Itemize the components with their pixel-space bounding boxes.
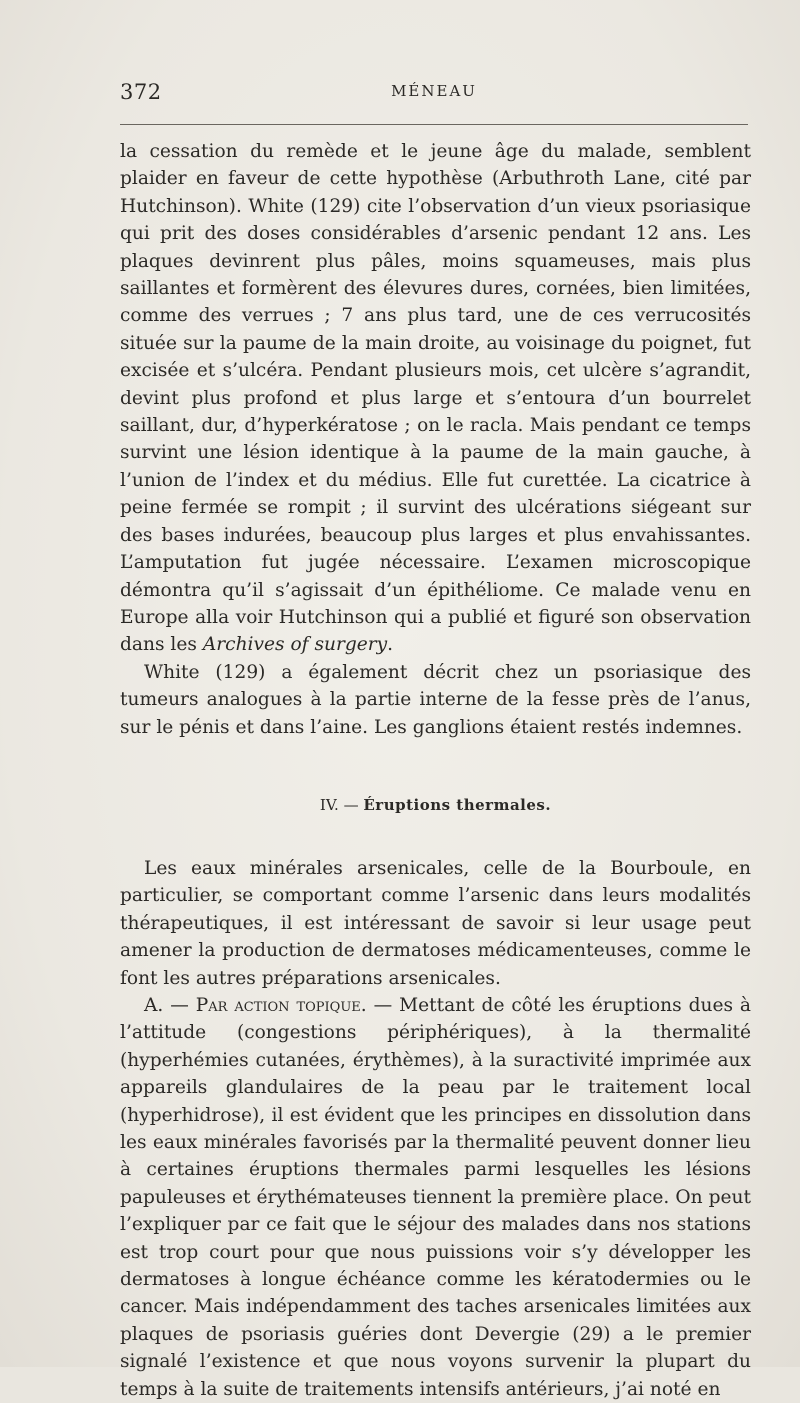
paragraph-white-tumors xyxy=(120,659,751,741)
section-number: IV. — xyxy=(319,795,359,814)
paragraph-text: — Mettant de côté les éruptions dues à l’attitude (congestions périphériques), à la thermalité (hyperhémies cutanées, érythèmes), à la suractivité imprimée aux appareils glandulaires de la peau par le traitement local (hyperhidrose), il est évident que les principes en dissolution dans les eaux minérales favorisés par la thermalité peuvent donner lieu à certaines éruptions thermales parmi lesquelles les lésions papuleuses et érythémateuses tiennent la première place. On peut l’expliquer par ce fait que le séjour des malades dans nos stations est trop court pour que nous puissions voir s’y développer les dermatoses à longue échéance comme les kératodermies ou le cancer. Mais indépendamment des taches arsenicales limitées aux plaques de psoriasis guéries dont Devergie (29) a le premier signalé l’existence et que nous voyons survenir la plupart du temps à la suite de traitements intensifs antérieurs, j’ai noté en xyxy=(120,994,751,1400)
paragraph-topical-action xyxy=(120,992,751,1403)
journal-title: Archives of surgery xyxy=(202,634,388,656)
paragraph-text: la cessation du remède et le jeune âge du malade, semblent plaider en faveur de cette hypothèse (Arbuthroth Lane, cité par Hutchinson). White (129) cite l’observation d’un vieux psoriasique qui prit des doses considérables d’arsenic pendant 12 ans. Les plaques devinrent plus pâles, moins squameuses, mais plus saillantes et formèrent des élevures dures, cornées, bien limitées, comme des verrues ; 7 ans plus tard, une de ces verrucosités située sur la paume de la main droite, au voisinage du poignet, fut excisée et s’ulcéra. Pendant plusieurs mois, cet ulcère s’agrandit, devint plus profond et plus large et s’entoura d’un bourrelet saillant, dur, d’hyperkératose ; on le racla. Mais pendant ce temps survint une lésion identique à la paume de la main gauche, à l’union de l’index et du médius. Elle fut curettée. La cicatrice à peine fermée se rompit ; il survint des ulcérations siégeant sur des bases indurées, beaucoup plus larges et plus envahissantes. L’amputation fut jugée nécessaire. L’examen microscopique démontra qu’il s’agissait d’un épithéliome. Ce malade venu en Europe alla voir Hutchinson qui a publié et figuré son observation dans les xyxy=(120,141,751,656)
running-title: MÉNEAU xyxy=(391,82,477,100)
paragraph-text: Les eaux minérales arsenicales, celle de la Bourboule, en particulier, se comportant comme l’arsenic dans leurs modalités thérapeutiques, il est intéressant de savoir si leur usage peut amener la production de dermatoses médicamenteuses, comme le font les autres préparations arsenicales. xyxy=(120,857,751,989)
body-text xyxy=(120,138,751,1403)
subsection-title: Par action topique. xyxy=(195,994,367,1016)
paragraph-text-end: . xyxy=(387,634,394,656)
running-head xyxy=(120,80,748,110)
paragraph-white-observation xyxy=(120,138,751,659)
subsection-lead: A. — xyxy=(144,994,189,1016)
section-title: Éruptions thermales. xyxy=(363,795,552,814)
header-rule xyxy=(120,124,748,125)
page-number: 372 xyxy=(120,80,162,104)
section-heading xyxy=(120,795,751,815)
paragraph-mineral-waters xyxy=(120,855,751,992)
paragraph-text: White (129) a également décrit chez un psoriasique des tumeurs analogues à la partie interne de la fesse près de l’anus, sur le pénis et dans l’aine. Les ganglions étaient restés indemnes. xyxy=(120,661,751,738)
